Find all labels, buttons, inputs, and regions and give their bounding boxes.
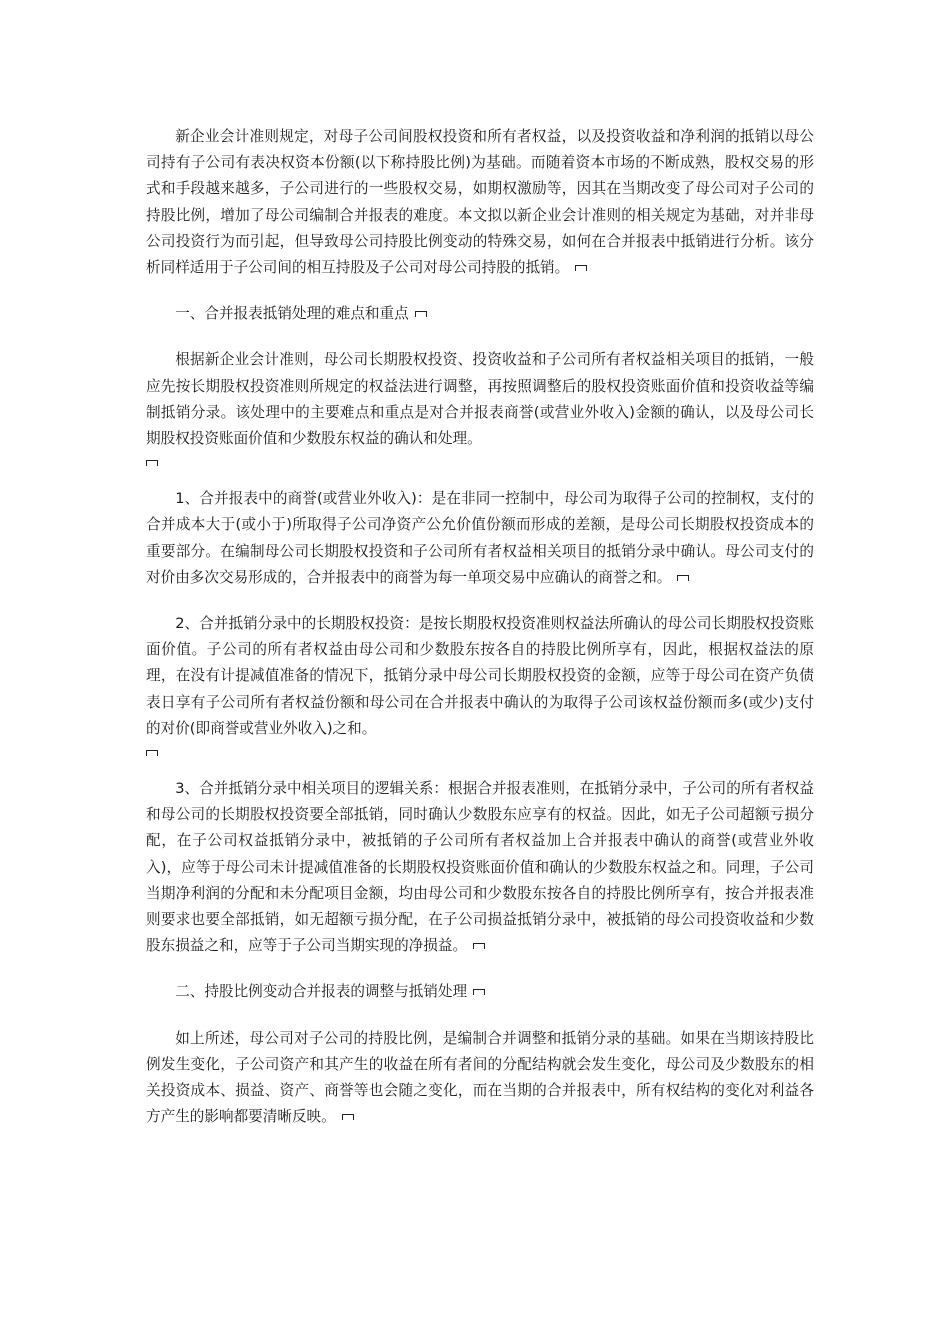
- paragraph-mark-icon: [146, 460, 158, 466]
- paragraph-mark-icon: [473, 943, 485, 949]
- paragraph-section-2: 如上所述，母公司对子公司的持股比例，是编制合并调整和抵销分录的基础。如果在当期该持股比例发生变化，子公司资产和其产生的收益在所有者间的分配结构就会发生变化，母公司及少数股东的相关投资成本、损益、资产、商誉等也会随之变化，而在当期的合并报表中，所有权结构的变化对利益各方产生的影响都要清晰反映。: [146, 1029, 814, 1126]
- paragraph-mark-icon: [575, 265, 587, 271]
- paragraph-mark-icon: [677, 575, 689, 581]
- paragraph-mark-icon: [415, 311, 427, 317]
- paragraph-logic-relation: 3、合并抵销分录中相关项目的逻辑关系：根据合并报表准则，在抵销分录中，子公司的所有者权益和母公司的长期股权投资要全部抵销，同时确认少数股东应享有的权益。因此，如无子公司超额亏损分配，在子公司权益抵销分录中，被抵销的子公司所有者权益加上合并报表中确认的商誉(或营业外收入)，应等于母公司未计提减值准备的长期股权投资账面价值和确认的少数股东权益之和。同理，子公司当期净利润的分配和未分配项目金额，均由母公司和少数股东按各自的持股比例所享有，按合并报表准则要求也要全部抵销，如无超额亏损分配，在子公司损益抵销分录中，被抵销的母公司投资收益和少数股东损益之和，应等于子公司当期实现的净损益。: [146, 780, 814, 955]
- section-heading-1: 一、合并报表抵销处理的难点和重点: [146, 301, 814, 327]
- paragraph-mark-icon: [146, 750, 158, 756]
- paragraph-goodwill: 1、合并报表中的商誉(或营业外收入)：是在非同一控制中，母公司为取得子公司的控制权，支付的合并成本大于(或小于)所取得子公司净资产公允价值份额而形成的差额，是母公司长期股权投资成本的重要部分。在编制母公司长期股权投资和子公司所有者权益相关项目的抵销分录中确认。母公司支付的对价由多次交易形成的，合并报表中的商誉为每一单项交易中应确认的商誉之和。: [146, 490, 814, 586]
- paragraph-section-1: 根据新企业会计准则，母公司长期股权投资、投资收益和子公司所有者权益相关项目的抵销，一般应先按长期股权投资准则所规定的权益法进行调整，再按照调整后的股权投资账面价值和投资收益等编制抵销分录。该处理中的主要难点和重点是对合并报表商誉(或营业外收入)金额的确认，以及母公司长期股权投资账面价值和少数股东权益的确认和处理。: [146, 347, 814, 466]
- document-body: [146, 124, 814, 1151]
- paragraph-intro: 新企业会计准则规定，对母子公司间股权投资和所有者权益，以及投资收益和净利润的抵销以母公司持有子公司有表决权资本份额(以下称持股比例)为基础。而随着资本市场的不断成熟，股权交易的形式和手段越来越多，子公司进行的一些股权交易，如期权激励等，因其在当期改变了母公司对子公司的持股比例，增加了母公司编制合并报表的难度。本文拟以新企业会计准则的相关规定为基础，对并非母公司投资行为而引起，但导致母公司持股比例变动的特殊交易，如何在合并报表中抵销进行分析。该分析同样适用于子公司间的相互持股及子公司对母公司持股的抵销。: [146, 128, 814, 277]
- paragraph-mark-icon: [342, 1114, 354, 1120]
- section-heading-2: 二、持股比例变动合并报表的调整与抵销处理: [146, 979, 814, 1005]
- paragraph-mark-icon: [473, 989, 485, 995]
- paragraph-long-term-investment: 2、合并抵销分录中的长期股权投资：是按长期股权投资准则权益法所确认的母公司长期股权投资账面价值。子公司的所有者权益由母公司和少数股东按各自的持股比例所享有，因此，根据权益法的原理，在没有计提减值准备的情况下，抵销分录中母公司长期股权投资的金额，应等于母公司在资产负债表日享有子公司所有者权益份额和母公司在合并报表中确认的为取得子公司该权益份额而多(或少)支付的对价(即商誉或营业外收入)之和。: [146, 611, 814, 756]
